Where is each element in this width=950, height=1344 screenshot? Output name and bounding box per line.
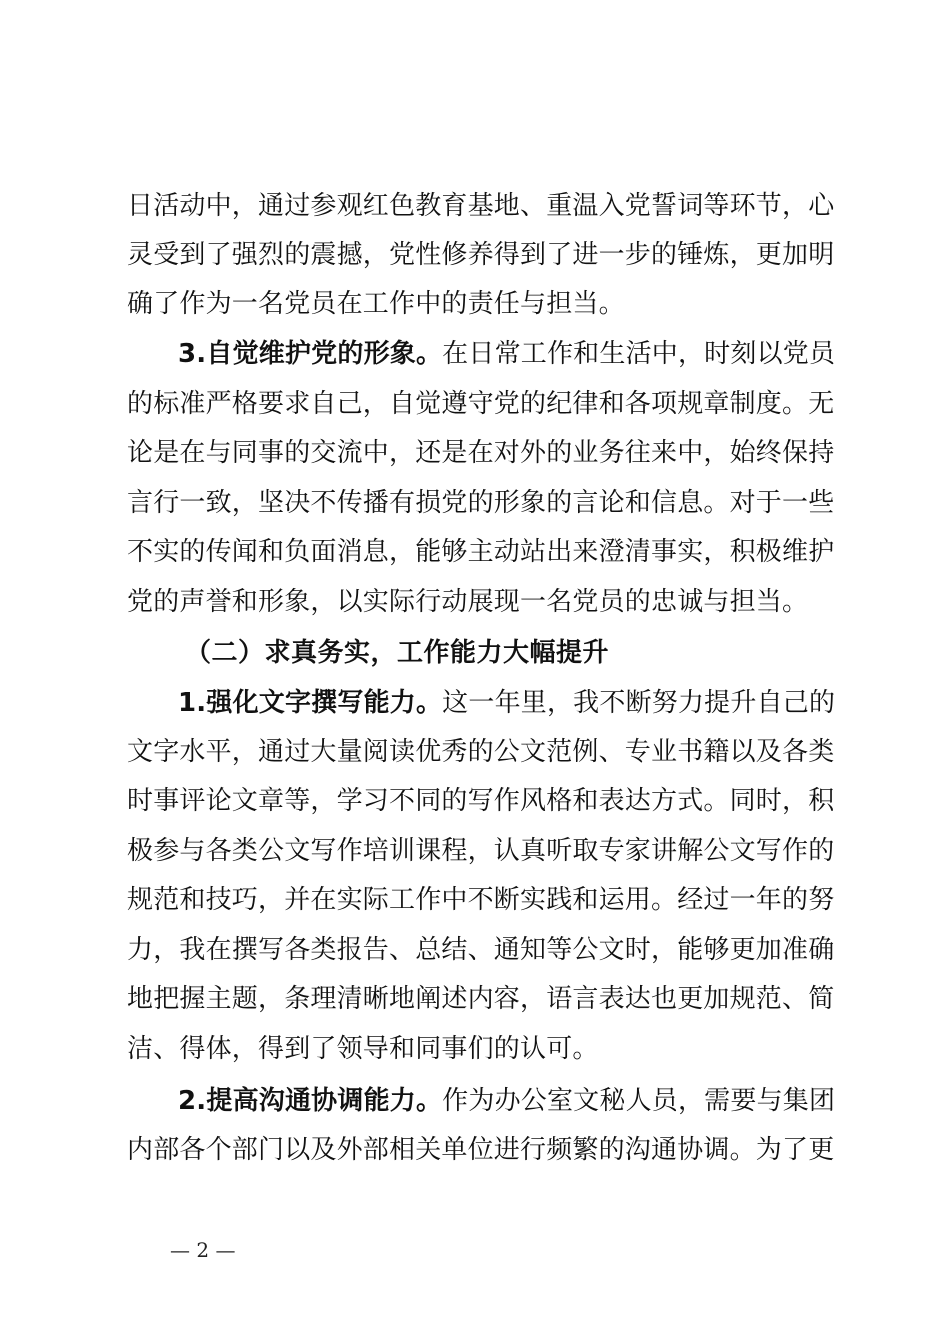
item-2-text: 作为办公室文秘人员，需要与集团 bbox=[442, 1086, 836, 1116]
body-line: 洁、得体，得到了领导和同事们的认可。 bbox=[127, 1034, 599, 1064]
item-1-text: 这一年里，我不断努力提升自己的 bbox=[442, 688, 836, 718]
item-1-first-line bbox=[178, 688, 837, 718]
section-3-title: 3.自觉维护党的形象。 bbox=[178, 339, 443, 369]
body-line: 文字水平，通过大量阅读优秀的公文范例、专业书籍以及各类 bbox=[127, 737, 835, 767]
body-line: 言行一致，坚决不传播有损党的形象的言论和信息。对于一些 bbox=[127, 488, 835, 518]
section-3-text: 在日常工作和生活中，时刻以党员 bbox=[442, 339, 836, 369]
body-line: 极参与各类公文写作培训课程，认真听取专家讲解公文写作的 bbox=[127, 836, 835, 866]
body-line: 确了作为一名党员在工作中的责任与担当。 bbox=[127, 289, 625, 319]
section-3-first-line bbox=[178, 339, 837, 369]
item-2-title: 2.提高沟通协调能力。 bbox=[178, 1086, 443, 1116]
body-line: 灵受到了强烈的震撼，党性修养得到了进一步的锤炼，更加明 bbox=[127, 240, 835, 270]
body-line: 党的声誉和形象，以实际行动展现一名党员的忠诚与担当。 bbox=[127, 587, 809, 617]
body-line: 地把握主题，条理清晰地阐述内容，语言表达也更加规范、简 bbox=[127, 984, 835, 1014]
section-heading-2: （二）求真务实，工作能力大幅提升 bbox=[185, 638, 610, 668]
body-line: 规范和技巧，并在实际工作中不断实践和运用。经过一年的努 bbox=[127, 885, 835, 915]
item-2-first-line bbox=[178, 1086, 837, 1116]
body-line: 不实的传闻和负面消息，能够主动站出来澄清事实，积极维护 bbox=[127, 537, 835, 567]
body-line: 内部各个部门以及外部相关单位进行频繁的沟通协调。为了更 bbox=[127, 1135, 835, 1165]
body-line: 的标准严格要求自己，自觉遵守党的纪律和各项规章制度。无 bbox=[127, 389, 835, 419]
body-line: 时事评论文章等，学习不同的写作风格和表达方式。同时，积 bbox=[127, 786, 835, 816]
body-line: 力，我在撰写各类报告、总结、通知等公文时，能够更加准确 bbox=[127, 935, 835, 965]
body-line: 日活动中，通过参观红色教育基地、重温入党誓词等环节，心 bbox=[127, 191, 835, 221]
page-number: — 2 — bbox=[170, 1238, 236, 1262]
item-1-title: 1.强化文字撰写能力。 bbox=[178, 688, 443, 718]
body-line: 论是在与同事的交流中，还是在对外的业务往来中，始终保持 bbox=[127, 438, 835, 468]
